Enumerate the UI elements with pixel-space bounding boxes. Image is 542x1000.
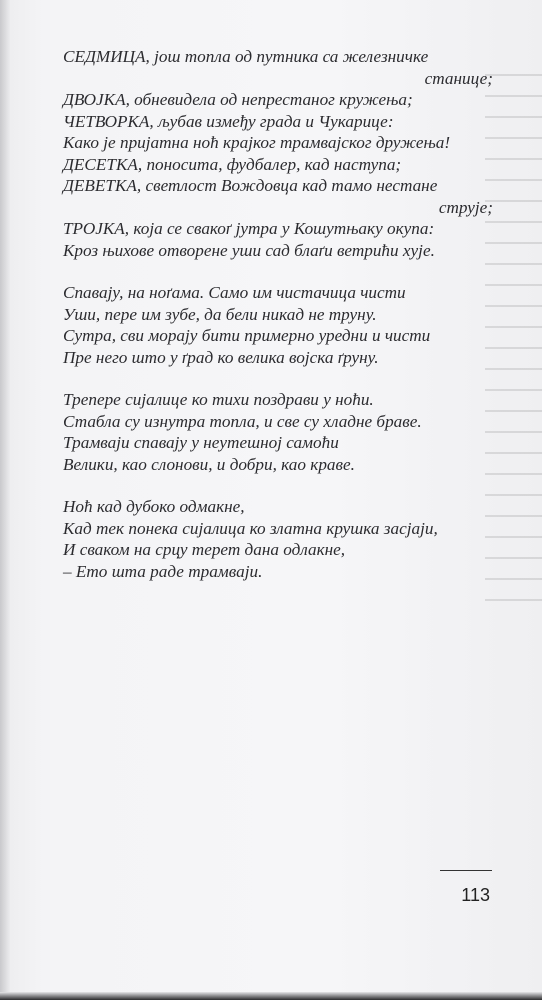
poem-line: Уши, пере им зубе, да бели никад не труну. bbox=[63, 304, 377, 324]
poem-line: СЕДМИЦА, још топла од путника са железничке bbox=[63, 47, 429, 66]
poem-line: Велики, као слонови, и добри, као краве. bbox=[63, 454, 355, 474]
poem-line: Кад тек понека сијалица ко златна крушка засјаји, bbox=[63, 518, 438, 538]
poem-line: Стабла су изнутра топла, и све су хладне браве. bbox=[63, 411, 422, 431]
poem-line: Спавају, на ноґама. Само им чистачица чисти bbox=[63, 283, 406, 302]
stanza-2 bbox=[63, 282, 493, 368]
poem-line: ДЕВЕТКА, светлост Вождовца кад тамо нестане bbox=[63, 176, 438, 195]
stanza-1 bbox=[63, 46, 493, 261]
book-spine-shadow bbox=[0, 0, 10, 1000]
poem-body bbox=[63, 46, 493, 603]
poem-line: ДВОЈКА, обневидела од непрестаног кружења; bbox=[63, 90, 413, 109]
page-number: 113 bbox=[461, 885, 490, 905]
poem-line: струје; bbox=[438, 197, 493, 217]
poem-line: Трамваји спавају у неутешној самоћи bbox=[63, 433, 339, 452]
stanza-3 bbox=[63, 389, 493, 475]
poem-line: Како је пријатна ноћ крајког трамвајског дружења! bbox=[63, 133, 451, 152]
poem-line: И сваком на срцу терет дана одлакне, bbox=[63, 540, 346, 559]
poem-line: ТРОЈКА, која се свакоґ јутра у Кошутњаку окупа: bbox=[63, 219, 435, 238]
poem-line: Ноћ кад дубоко одмакне, bbox=[63, 497, 245, 516]
poem-line: станице; bbox=[424, 68, 493, 88]
page-number-rule bbox=[440, 870, 492, 871]
stanza-4 bbox=[63, 496, 493, 582]
poem-line: ДЕСЕТКА, поносита, фудбалер, кад наступа; bbox=[63, 154, 402, 174]
poem-line: Треперe сијалице ко тихи поздрави у ноћи. bbox=[63, 390, 374, 409]
poem-line: – Ето шта раде трамваји. bbox=[63, 561, 263, 581]
poem-line: ЧЕТВОРКА, љубав између града и Чукарице: bbox=[63, 111, 394, 131]
poem-line: Пре него што у ґрад ко велика војска ґруну. bbox=[63, 347, 379, 367]
poem-line: Кроз њихове отворене уши сад блаґи ветрићи хује. bbox=[63, 240, 435, 260]
poem-line: Сутра, сви морају бити примерно уредни и чисти bbox=[63, 326, 431, 345]
page-bottom-edge bbox=[0, 992, 542, 1000]
reverse-side-bleed-through bbox=[485, 60, 542, 620]
